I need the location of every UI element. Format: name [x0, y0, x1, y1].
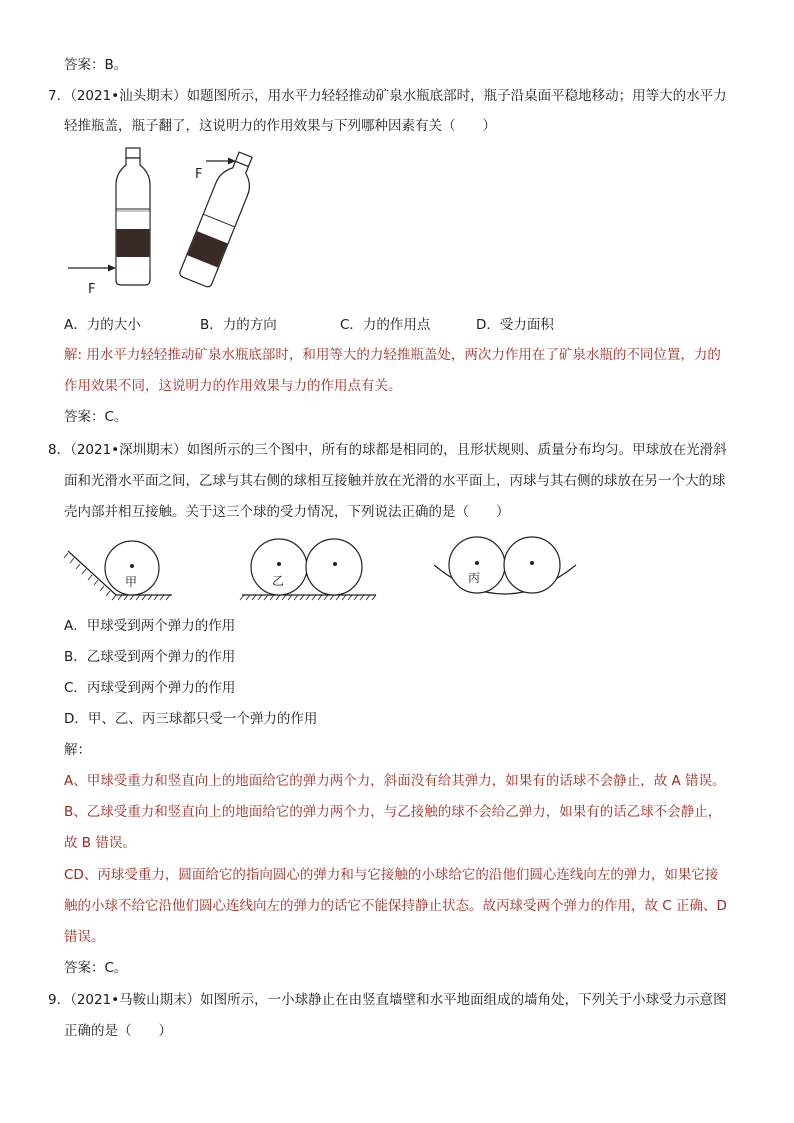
q7-solution-line2: 作用效果不同，这说明力的作用效果与力的作用点有关。: [64, 378, 402, 394]
q8-solution-head: 解：: [64, 742, 91, 758]
q8-solution-cd2: 触的小球不给它沿他们圆心连线向左的弹力的话它不能保持静止状态。故丙球受两个弹力的作用，故 C 正确、D: [64, 898, 727, 914]
q8-label-bing: 丙: [468, 571, 481, 585]
tilted-bottle: [179, 148, 262, 288]
figure-jia: [64, 541, 172, 600]
upright-bottle: [116, 148, 150, 285]
q7-option-c: C．力的作用点: [340, 317, 431, 333]
q8-solution-cd3: 错误。: [64, 929, 105, 945]
q8-solution-a: A、甲球受重力和竖直向上的地面给它的弹力两个力，斜面没有给其弹力，如果有的话球不会静止，故 A 错误。: [64, 773, 726, 789]
q8-ball-figure: [64, 535, 584, 605]
q7-force-label-top: F: [195, 167, 203, 182]
q7-stem-line1: 7．（2021•汕头期末）如题图所示，用水平力轻轻推动矿泉水瓶底部时，瓶子沿桌面平稳地移动；用等大的水平力: [48, 88, 727, 104]
q8-option-c: C．丙球受到两个弹力的作用: [64, 680, 236, 696]
q7-force-label-bottom: F: [88, 282, 96, 297]
q8-solution-b2: 故 B 错误。: [64, 835, 136, 851]
q8-stem-line1: 8．（2021•深圳期末）如图所示的三个图中，所有的球都是相同的，且形状规则、质量分布均匀。甲球放在光滑斜: [48, 442, 727, 458]
q7-solution-line1: 解: 用水平力轻轻推动矿泉水瓶底部时，和用等大的力轻推瓶盖处，两次力作用在了矿泉水瓶的不同位置，力的: [64, 347, 721, 363]
q7-option-a: A．力的大小: [64, 317, 141, 333]
q9-stem-line1: 9．（2021•马鞍山期末）如图所示，一小球静止在由竖直墙壁和水平地面组成的墙角处，下列关于小球受力示意图: [48, 992, 727, 1008]
q7-answer: 答案：C。: [64, 409, 128, 425]
q9-stem-line2: 正确的是（ ）: [64, 1023, 172, 1039]
q6-answer: 答案：B。: [64, 57, 128, 73]
q7-stem-line2: 轻推瓶盖，瓶子翻了，这说明力的作用效果与下列哪种因素有关（ ）: [64, 118, 496, 134]
q8-solution-b1: B、乙球受重力和竖直向上的地面给它的弹力两个力，与乙接触的球不会给乙弹力，如果有的话乙球不会静止，: [64, 804, 722, 820]
q7-option-b: B．力的方向: [200, 317, 277, 333]
q8-option-a: A．甲球受到两个弹力的作用: [64, 618, 236, 634]
q8-label-yi: 乙: [272, 574, 285, 588]
q8-solution-cd1: CD、丙球受重力，圆面给它的指向圆心的弹力和与它接触的小球给它的沿他们圆心连线向左的弹力，如果它接: [64, 867, 719, 883]
q7-option-d: D．受力面积: [476, 317, 554, 333]
q8-stem-line2: 面和光滑水平面之间，乙球与其右侧的球相互接触并放在光滑的水平面上，丙球与其右侧的球放在另一个大的球: [64, 473, 726, 489]
q8-stem-line3: 壳内部并相互接触。关于这三个球的受力情况，下列说法正确的是（ ）: [64, 504, 510, 520]
q8-label-jia: 甲: [125, 575, 138, 589]
figure-yi: [240, 539, 376, 600]
q8-option-d: D．甲、乙、丙三球都只受一个弹力的作用: [64, 711, 318, 727]
figure-bing: [434, 537, 576, 594]
q8-answer: 答案：C。: [64, 960, 128, 976]
q7-bottle-figure: [64, 145, 284, 305]
q8-option-b: B．乙球受到两个弹力的作用: [64, 649, 236, 665]
